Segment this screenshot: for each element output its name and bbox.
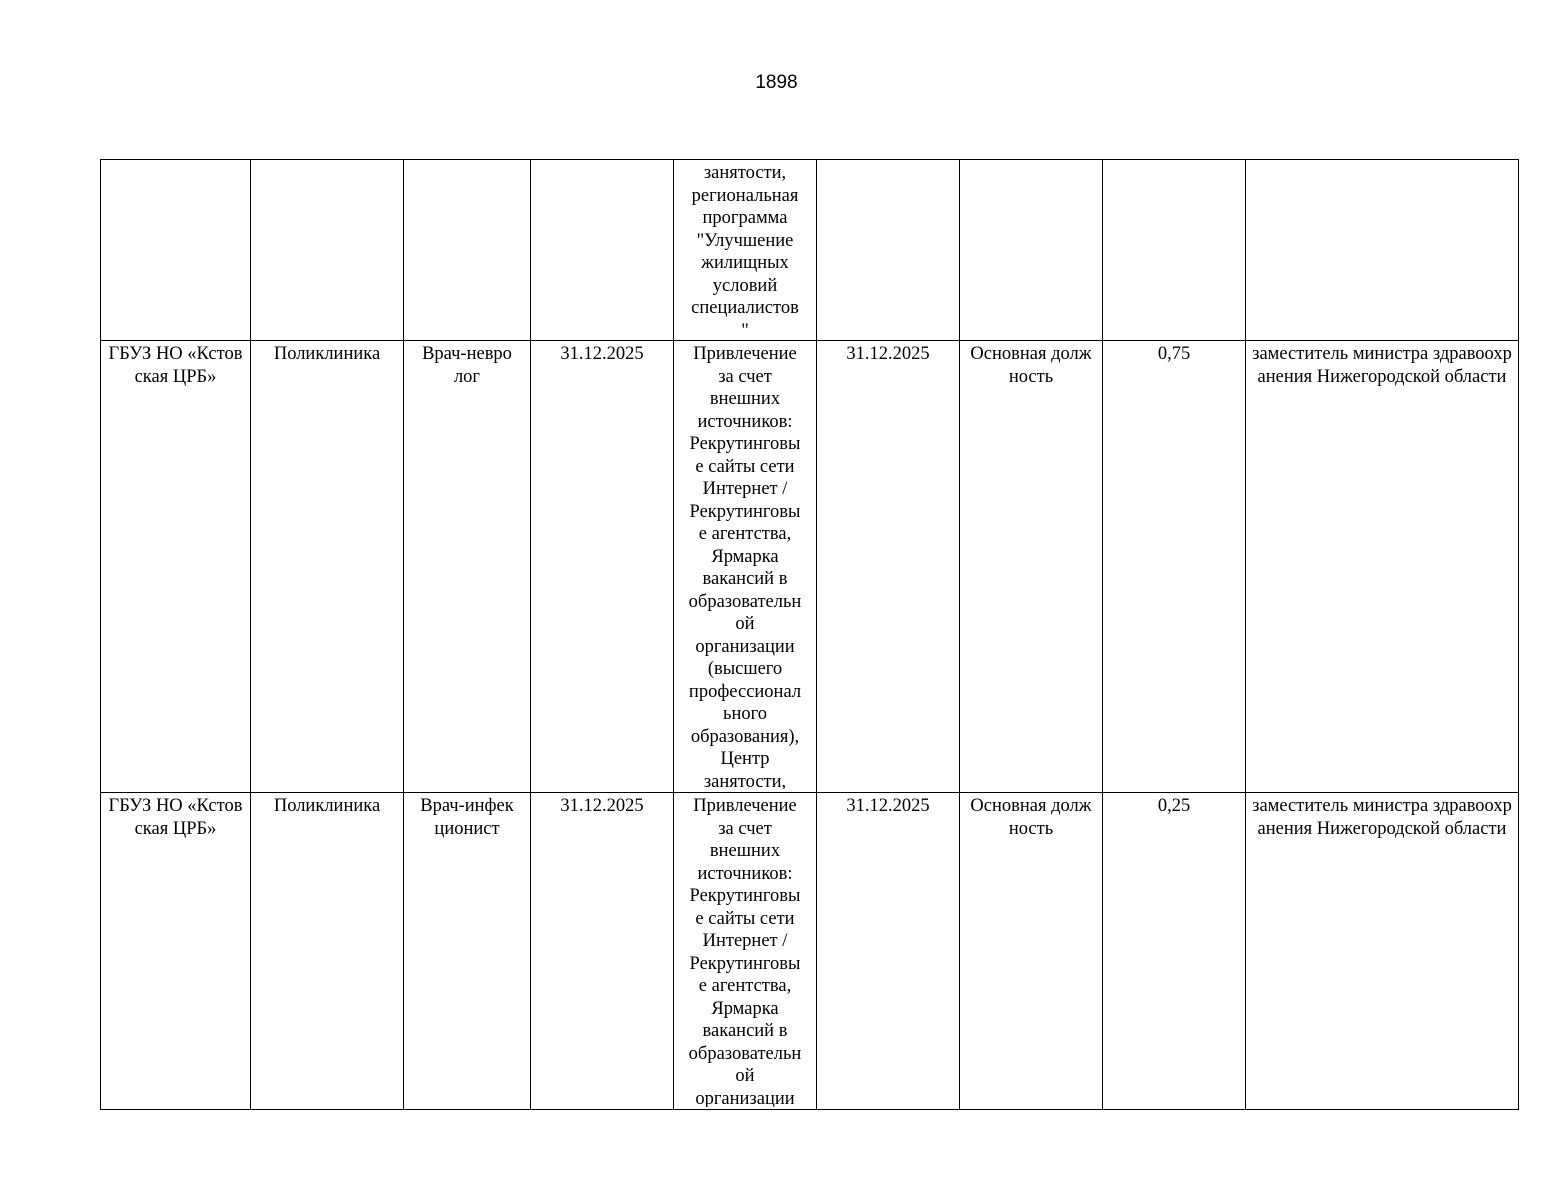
method-line: Рекрутинговы [689, 501, 801, 522]
method-line: ой [735, 1066, 755, 1086]
deadline-cell: 31.12.2025 [531, 341, 674, 793]
method-cell [674, 341, 817, 793]
type-cell: Основная должность [960, 793, 1103, 1110]
method-line: за счет [718, 818, 772, 839]
method-cell [674, 793, 817, 1110]
method-line: е сайты сети [695, 456, 795, 477]
method-line: региональная [691, 185, 799, 206]
method-line: источников: [697, 863, 793, 884]
method-line: е сайты сети [695, 908, 795, 929]
method-line: е агентства, [698, 524, 792, 544]
method-line: условий [712, 275, 778, 296]
method-line: источников: [697, 411, 793, 432]
method-line: занятости, [703, 163, 787, 183]
org-cell [101, 160, 251, 341]
responsible-cell: заместитель министра здравоохранения Нижегородской области [1246, 341, 1519, 793]
unit-cell: Поликлиника [251, 341, 404, 793]
method-line: Ярмарка [711, 998, 779, 1019]
method-line: Привлечение [693, 344, 797, 364]
method-line: Центр [720, 749, 770, 769]
method-line: внешних [709, 841, 781, 861]
position-line: Врач-инфек [420, 796, 514, 816]
method-line: е агентства, [698, 976, 792, 996]
rate-cell: 0,25 [1103, 793, 1246, 1110]
responsible-cell: заместитель министра здравоохранения Нижегородской области [1246, 793, 1519, 1110]
vacancy-table [100, 159, 1519, 1110]
method-line: (высшего [707, 659, 783, 679]
method-line: Ярмарка [711, 546, 779, 567]
date-cell [817, 160, 960, 341]
method-line: занятости, [703, 771, 787, 789]
method-line: организации [695, 636, 795, 657]
method-line: образовательн [688, 1043, 802, 1064]
method-line: Рекрутинговы [689, 886, 801, 906]
method-line: жилищных [701, 253, 789, 273]
method-line: специалистов [691, 298, 799, 318]
rate-cell: 0,75 [1103, 341, 1246, 793]
position-cell [404, 793, 531, 1110]
type-cell [960, 160, 1103, 341]
method-line: Рекрутинговы [689, 434, 801, 454]
unit-cell [251, 160, 404, 341]
method-line: ьного [723, 704, 767, 724]
method-line: Интернет / [702, 931, 788, 951]
method-line: организации [695, 1088, 795, 1107]
method-line: " [741, 320, 749, 337]
method-line: вакансий в [702, 1021, 788, 1041]
table-row [101, 793, 1519, 1110]
method-cell [674, 160, 817, 341]
table-row [101, 341, 1519, 793]
method-line: профессионал [688, 681, 802, 702]
rate-cell [1103, 160, 1246, 341]
table-row-continuation [101, 160, 1519, 341]
page-number: 1898 [755, 72, 798, 93]
position-line: Врач-невро [422, 344, 512, 364]
method-line: внешних [709, 389, 781, 409]
method-line: образовательн [688, 591, 802, 612]
position-line: ционист [434, 818, 500, 839]
unit-cell: Поликлиника [251, 793, 404, 1110]
responsible-cell [1246, 160, 1519, 341]
method-line: Интернет / [702, 479, 788, 499]
method-line: программа [702, 208, 788, 228]
position-cell [404, 341, 531, 793]
type-cell: Основная должность [960, 341, 1103, 793]
date-cell: 31.12.2025 [817, 341, 960, 793]
method-line: "Улучшение [696, 230, 794, 251]
method-line: Рекрутинговы [689, 953, 801, 974]
method-line: Привлечение [693, 796, 797, 816]
method-line: образования), [690, 726, 800, 747]
date-cell: 31.12.2025 [817, 793, 960, 1110]
method-line: за счет [718, 366, 772, 387]
org-cell: ГБУЗ НО «Кстовская ЦРБ» [101, 793, 251, 1110]
org-cell: ГБУЗ НО «Кстовская ЦРБ» [101, 341, 251, 793]
position-line: лог [453, 366, 481, 387]
deadline-cell [531, 160, 674, 341]
deadline-cell: 31.12.2025 [531, 793, 674, 1110]
method-line: ой [735, 614, 755, 634]
position-cell [404, 160, 531, 341]
method-line: вакансий в [702, 569, 788, 589]
